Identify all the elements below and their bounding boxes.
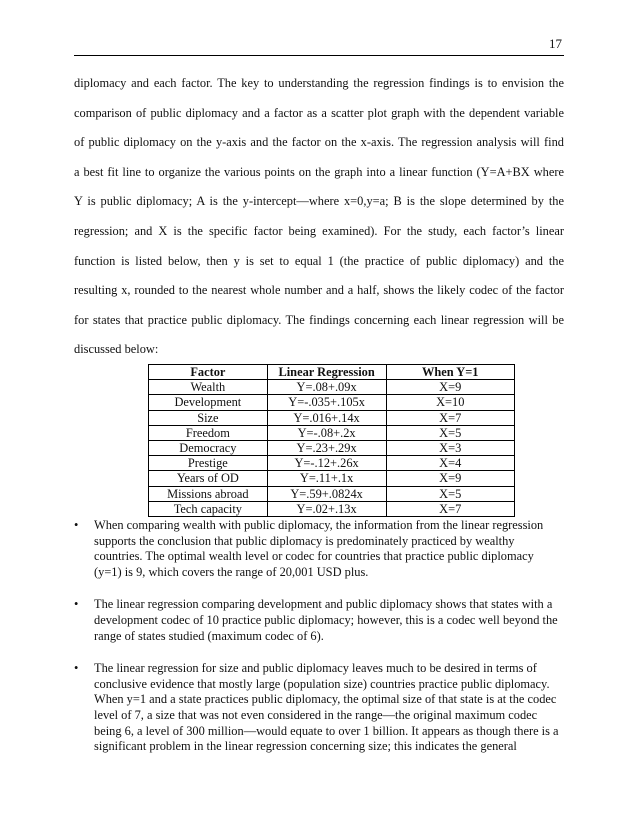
factor-cell: Development	[149, 395, 268, 410]
list-item	[74, 661, 564, 755]
table-row	[149, 456, 515, 471]
header-when-y1: When Y=1	[386, 365, 515, 380]
regression-table	[148, 364, 515, 517]
paragraph-line: of public diplomacy on the y-axis and the factor on the x-axis. The regression analysis will find	[74, 135, 564, 150]
bullet-text: The linear regression comparing development and public diplomacy shows that states with a development codec of 10 practice public diplomacy; however, this is a codec well beyond the range of states studied (maximum codec of 6).	[94, 597, 558, 643]
bullet-icon: •	[74, 661, 79, 676]
paragraph-line: comparison of public diplomacy and a factor as a scatter plot graph with the dependent variable	[74, 105, 564, 120]
table-row	[149, 441, 515, 456]
paragraph-line: discussed below:	[74, 342, 159, 357]
factor-cell: Prestige	[149, 456, 268, 471]
header-factor: Factor	[149, 365, 268, 380]
bullet-text: The linear regression for size and public diplomacy leaves much to be desired in terms of conclusive evidence that mostly large (population size) countries practice public diplomacy. When y=1 and a state practices public diplomacy, the optimal size of that state is at the codec level of 7, a size that was not even considered in the range—the original maximum codec being 6, a level of 300 million—would equate to over 1 billion. It appears as though there is a significant problem in the linear regression concerning size; this indicates the general	[94, 661, 559, 754]
table-row	[149, 380, 515, 395]
factor-cell: Years of OD	[149, 471, 268, 486]
regression-cell: Y=.11+.1x	[267, 471, 386, 486]
list-item	[74, 597, 564, 644]
x-value-cell: X=10	[386, 395, 515, 410]
table-row	[149, 471, 515, 486]
x-value-cell: X=3	[386, 441, 515, 456]
table-row	[149, 501, 515, 516]
x-value-cell: X=5	[386, 425, 515, 440]
page-number: 17	[549, 36, 562, 51]
paragraph-line: resulting x, rounded to the nearest whole number and a half, shows the likely codec of the factor	[74, 283, 564, 298]
paragraph-line: Y is public diplomacy; A is the y-intercept—where x=0,y=a; B is the slope determined by the	[74, 194, 564, 209]
table-row	[149, 425, 515, 440]
table-header-row	[149, 365, 515, 380]
regression-cell: Y=.23+.29x	[267, 441, 386, 456]
header-rule	[74, 55, 564, 56]
bullet-icon: •	[74, 518, 79, 532]
table-row	[149, 395, 515, 410]
regression-cell: Y=-.08+.2x	[267, 425, 386, 440]
regression-cell: Y=.08+.09x	[267, 380, 386, 395]
factor-cell: Missions abroad	[149, 486, 268, 501]
bullet-text: When comparing wealth with public diplomacy, the information from the linear regression supports the conclusion that public diplomacy is predominately practiced by wealthy countries. The optimal wealth level or codec for countries that practice public diplomacy (y=1) is 9, which covers the range of 20,001 USD plus.	[94, 518, 544, 579]
factor-cell: Wealth	[149, 380, 268, 395]
factor-cell: Democracy	[149, 441, 268, 456]
regression-cell: Y=-.035+.105x	[267, 395, 386, 410]
x-value-cell: X=9	[386, 380, 515, 395]
table-row	[149, 410, 515, 425]
x-value-cell: X=5	[386, 486, 515, 501]
x-value-cell: X=4	[386, 456, 515, 471]
table-row	[149, 486, 515, 501]
factor-cell: Size	[149, 410, 268, 425]
bullet-icon: •	[74, 597, 79, 612]
regression-cell: Y=.016+.14x	[267, 410, 386, 425]
x-value-cell: X=7	[386, 410, 515, 425]
paragraph-line: function is listed below, then y is set to equal 1 (the practice of public diplomacy) and the	[74, 253, 564, 268]
body-paragraph	[74, 69, 564, 365]
paragraph-line: a best fit line to organize the various points on the graph into a linear function (Y=A+BX where	[74, 164, 564, 179]
list-item	[74, 518, 564, 580]
findings-list	[74, 518, 564, 772]
header-linear-regression: Linear Regression	[267, 365, 386, 380]
factor-cell: Tech capacity	[149, 501, 268, 516]
paragraph-line: for states that practice public diplomacy. The findings concerning each linear regression will be	[74, 312, 564, 327]
paragraph-line: diplomacy and each factor. The key to understanding the regression findings is to envision the	[74, 76, 564, 90]
x-value-cell: X=7	[386, 501, 515, 516]
paragraph-line: regression; and X is the specific factor being examined). For the study, each factor’s linear	[74, 223, 564, 238]
x-value-cell: X=9	[386, 471, 515, 486]
regression-cell: Y=-.12+.26x	[267, 456, 386, 471]
factor-cell: Freedom	[149, 425, 268, 440]
regression-cell: Y=.02+.13x	[267, 501, 386, 516]
regression-cell: Y=.59+.0824x	[267, 486, 386, 501]
